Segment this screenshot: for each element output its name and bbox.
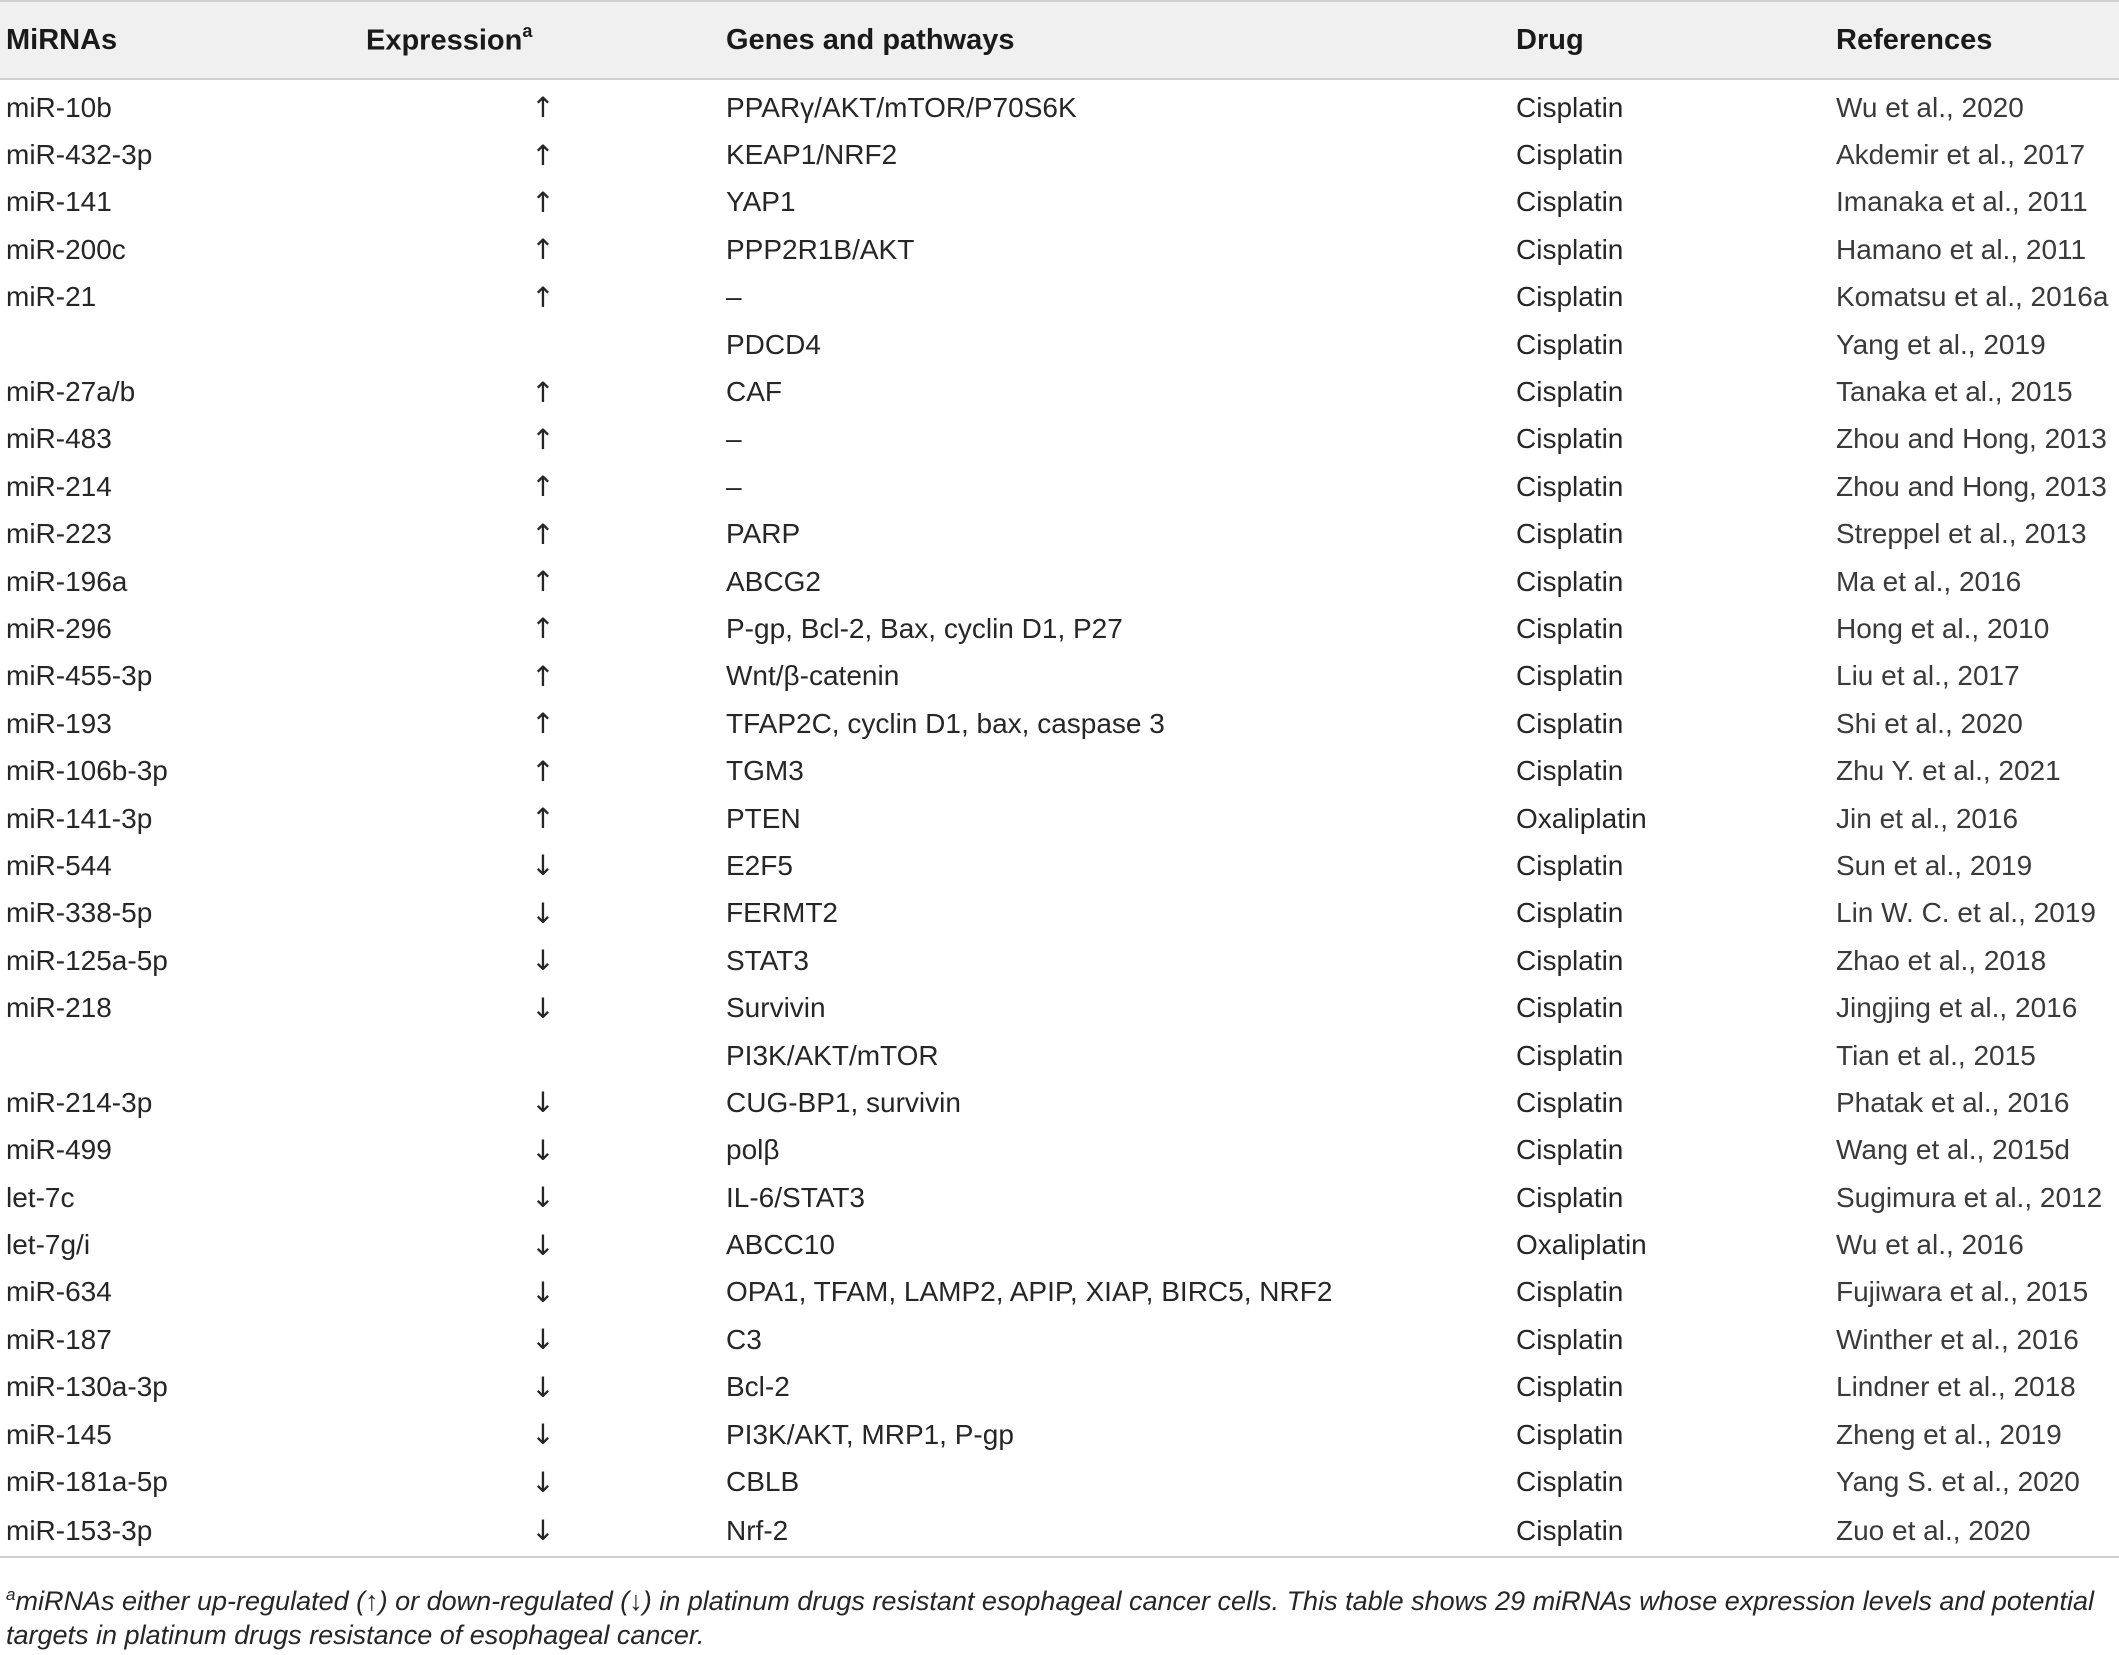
cell-genes-pathways: E2F5 (726, 849, 793, 881)
cell-reference: Jin et al., 2016 (1836, 802, 2019, 834)
cell-expression: ↓ (531, 991, 555, 1025)
cell-expression: ↓ (531, 1275, 555, 1309)
cell-expression: ↑ (531, 422, 555, 456)
table-row (0, 842, 2119, 889)
cell-reference: Komatsu et al., 2016a (1836, 281, 2109, 313)
cell-mirna: miR-214 (6, 470, 112, 502)
cell-genes-pathways: Bcl-2 (726, 1371, 790, 1403)
cell-drug: Cisplatin (1516, 849, 1624, 881)
cell-reference: Tanaka et al., 2015 (1836, 376, 2073, 408)
table-row (0, 368, 2119, 415)
cell-reference: Lindner et al., 2018 (1836, 1371, 2076, 1403)
cell-reference: Hong et al., 2010 (1836, 612, 2050, 644)
cell-mirna: miR-218 (6, 992, 112, 1024)
cell-expression: ↑ (531, 802, 555, 836)
cell-drug: Cisplatin (1516, 91, 1624, 123)
cell-reference: Sugimura et al., 2012 (1836, 1181, 2103, 1213)
cell-mirna: miR-21 (6, 281, 97, 313)
cell-reference: Liu et al., 2017 (1836, 660, 2020, 692)
cell-mirna: miR-153-3p (0, 1506, 366, 1557)
cell-drug: Cisplatin (1516, 1506, 1836, 1557)
cell-expression: ↑ (531, 565, 555, 599)
cell-reference: Shi et al., 2020 (1836, 707, 2023, 739)
cell-reference: Wu et al., 2016 (1836, 1229, 2024, 1261)
cell-expression (366, 321, 726, 368)
cell-mirna: miR-455-3p (6, 660, 153, 692)
cell-genes-pathways: CAF (726, 376, 782, 408)
cell-reference: Winther et al., 2016 (1836, 1323, 2079, 1355)
cell-drug: Cisplatin (1516, 992, 1624, 1024)
cell-reference: Yang et al., 2019 (1836, 328, 2046, 360)
cell-genes-pathways: KEAP1/NRF2 (726, 139, 898, 171)
cell-expression: ↑ (531, 375, 555, 409)
cell-expression (366, 1032, 726, 1079)
table-row (0, 558, 2119, 605)
cell-expression: ↑ (531, 470, 555, 504)
cell-mirna: miR-181a-5p (6, 1466, 168, 1498)
cell-mirna: miR-432-3p (6, 139, 153, 171)
table-row (0, 1079, 2119, 1126)
cell-mirna: miR-106b-3p (6, 755, 168, 787)
cell-genes-pathways: ABCG2 (726, 565, 821, 597)
header-mirnas: MiRNAs (0, 1, 366, 79)
cell-mirna: miR-10b (6, 91, 112, 123)
cell-mirna: miR-634 (6, 1276, 112, 1308)
header-references: References (1836, 1, 2119, 79)
cell-mirna: miR-193 (6, 707, 112, 739)
cell-mirna: miR-214-3p (6, 1086, 153, 1118)
table-row (0, 747, 2119, 794)
cell-drug: Cisplatin (1516, 1086, 1624, 1118)
cell-drug: Oxaliplatin (1516, 1229, 1647, 1261)
cell-genes-pathways: CBLB (726, 1466, 800, 1498)
cell-genes-pathways: polβ (726, 1134, 780, 1166)
cell-drug: Cisplatin (1516, 1039, 1624, 1071)
cell-reference: Hamano et al., 2011 (1836, 233, 2087, 265)
cell-genes-pathways: OPA1, TFAM, LAMP2, APIP, XIAP, BIRC5, NRF2 (726, 1276, 1333, 1308)
cell-mirna: miR-130a-3p (6, 1371, 168, 1403)
table-row (0, 1174, 2119, 1221)
table-row (0, 79, 2119, 131)
cell-drug: Cisplatin (1516, 660, 1624, 692)
cell-drug: Oxaliplatin (1516, 802, 1647, 834)
cell-genes-pathways: Survivin (726, 992, 826, 1024)
cell-reference: Phatak et al., 2016 (1836, 1086, 2070, 1118)
cell-expression: ↓ (531, 1370, 555, 1404)
cell-reference: Zhao et al., 2018 (1836, 944, 2047, 976)
cell-mirna: miR-483 (6, 423, 112, 455)
table-row (0, 1316, 2119, 1363)
cell-drug: Cisplatin (1516, 328, 1624, 360)
cell-mirna (0, 1032, 366, 1079)
cell-expression: ↑ (531, 754, 555, 788)
cell-expression: ↓ (531, 849, 555, 883)
cell-genes-pathways: PPARγ/AKT/mTOR/P70S6K (726, 91, 1077, 123)
table-row (0, 131, 2119, 178)
cell-genes-pathways: PDCD4 (726, 328, 821, 360)
cell-drug: Cisplatin (1516, 1134, 1624, 1166)
cell-reference: Ma et al., 2016 (1836, 565, 2022, 597)
cell-expression: ↓ (531, 1418, 555, 1452)
cell-reference: Fujiwara et al., 2015 (1836, 1276, 2089, 1308)
cell-expression: ↑ (531, 707, 555, 741)
cell-genes-pathways: PTEN (726, 802, 801, 834)
cell-expression: ↑ (531, 138, 555, 172)
table-row (0, 463, 2119, 510)
cell-mirna: miR-141 (6, 186, 112, 218)
table-row (0, 511, 2119, 558)
cell-expression: ↓ (531, 1133, 555, 1167)
cell-mirna: miR-196a (6, 565, 128, 597)
cell-genes-pathways: YAP1 (726, 186, 796, 218)
table-row (0, 890, 2119, 937)
cell-drug: Cisplatin (1516, 470, 1624, 502)
cell-mirna: miR-296 (6, 612, 112, 644)
cell-reference: Zheng et al., 2019 (1836, 1418, 2062, 1450)
cell-mirna: miR-125a-5p (6, 944, 168, 976)
cell-genes-pathways: FERMT2 (726, 897, 838, 929)
table-row (0, 1269, 2119, 1316)
cell-reference: Streppel et al., 2013 (1836, 518, 2087, 550)
cell-drug: Cisplatin (1516, 565, 1624, 597)
cell-drug: Cisplatin (1516, 1181, 1624, 1213)
table-row (0, 700, 2119, 747)
table-row (0, 226, 2119, 273)
table-row (0, 1127, 2119, 1174)
cell-drug: Cisplatin (1516, 1418, 1624, 1450)
table-row (0, 1364, 2119, 1411)
table-row (0, 1032, 2119, 1079)
cell-mirna: let-7c (6, 1181, 75, 1213)
cell-genes-pathways: Wnt/β-catenin (726, 660, 900, 692)
table-header (0, 1, 2119, 79)
cell-reference: Wu et al., 2020 (1836, 91, 2024, 123)
cell-drug: Cisplatin (1516, 755, 1624, 787)
cell-genes-pathways: – (726, 281, 742, 313)
table-row (0, 984, 2119, 1031)
cell-expression: ↑ (531, 91, 555, 125)
header-genes-pathways: Genes and pathways (726, 1, 1516, 79)
cell-genes-pathways: C3 (726, 1323, 762, 1355)
cell-reference: Yang S. et al., 2020 (1836, 1466, 2080, 1498)
cell-expression: ↓ (531, 1228, 555, 1262)
table-row (0, 274, 2119, 321)
cell-drug: Cisplatin (1516, 707, 1624, 739)
header-expression-footnote-marker: a (522, 20, 533, 41)
cell-reference: Tian et al., 2015 (1836, 1039, 2036, 1071)
table-row (0, 1221, 2119, 1268)
cell-reference: Lin W. C. et al., 2019 (1836, 897, 2096, 929)
cell-mirna: miR-27a/b (6, 376, 136, 408)
header-row (0, 1, 2119, 79)
cell-drug: Cisplatin (1516, 423, 1624, 455)
cell-expression: ↑ (531, 185, 555, 219)
cell-genes-pathways: STAT3 (726, 944, 809, 976)
cell-drug: Cisplatin (1516, 1371, 1624, 1403)
cell-drug: Cisplatin (1516, 612, 1624, 644)
cell-genes-pathways: Nrf-2 (726, 1506, 1516, 1557)
cell-genes-pathways: PI3K/AKT/mTOR (726, 1039, 939, 1071)
cell-genes-pathways: PI3K/AKT, MRP1, P-gp (726, 1418, 1014, 1450)
cell-genes-pathways: CUG-BP1, survivin (726, 1086, 961, 1118)
footnote-text: miRNAs either up-regulated (↑) or down-regulated (↓) in platinum drugs resistant esophageal cancer cells. This table shows 29 miRNAs whose expression levels and potential targets in platinum drugs resistance of esophageal cancer. (6, 1586, 2094, 1650)
cell-mirna: let-7g/i (6, 1229, 91, 1261)
cell-genes-pathways: PARP (726, 518, 801, 550)
cell-expression: ↓ (531, 944, 555, 978)
cell-expression: ↑ (531, 233, 555, 267)
cell-drug: Cisplatin (1516, 376, 1624, 408)
cell-expression: ↓ (531, 1323, 555, 1357)
cell-drug: Cisplatin (1516, 518, 1624, 550)
table-row (0, 1506, 2119, 1557)
cell-expression: ↑ (531, 280, 555, 314)
table-row (0, 653, 2119, 700)
cell-expression: ↑ (531, 517, 555, 551)
cell-reference: Akdemir et al., 2017 (1836, 139, 2086, 171)
table-row (0, 605, 2119, 652)
cell-expression: ↓ (531, 896, 555, 930)
cell-reference: Sun et al., 2019 (1836, 849, 2033, 881)
table-row (0, 416, 2119, 463)
cell-expression: ↑ (531, 659, 555, 693)
cell-expression: ↓ (531, 1086, 555, 1120)
table-row (0, 937, 2119, 984)
cell-mirna: miR-499 (6, 1134, 112, 1166)
cell-expression: ↓ (531, 1465, 555, 1499)
cell-drug: Cisplatin (1516, 1323, 1624, 1355)
cell-mirna: miR-200c (6, 233, 126, 265)
table-body (0, 79, 2119, 1557)
table-footnote (6, 1578, 2111, 1652)
table-row (0, 1411, 2119, 1458)
cell-mirna: miR-544 (6, 849, 112, 881)
table-row (0, 1458, 2119, 1505)
cell-reference: Zhu Y. et al., 2021 (1836, 755, 2061, 787)
cell-drug: Cisplatin (1516, 281, 1624, 313)
cell-drug: Cisplatin (1516, 186, 1624, 218)
cell-reference: Zhou and Hong, 2013 (1836, 423, 2107, 455)
cell-mirna (0, 321, 366, 368)
cell-genes-pathways: TGM3 (726, 755, 804, 787)
cell-reference: Imanaka et al., 2011 (1836, 186, 2088, 218)
cell-drug: Cisplatin (1516, 897, 1624, 929)
header-expression: Expression$^a$ (366, 1, 726, 79)
cell-genes-pathways: IL-6/STAT3 (726, 1181, 866, 1213)
cell-drug: Cisplatin (1516, 139, 1624, 171)
cell-genes-pathways: – (726, 470, 742, 502)
cell-reference: Wang et al., 2015d (1836, 1134, 2071, 1166)
table-row (0, 795, 2119, 842)
cell-drug: Cisplatin (1516, 233, 1624, 265)
cell-drug: Cisplatin (1516, 1466, 1624, 1498)
cell-mirna: miR-187 (6, 1323, 112, 1355)
cell-genes-pathways: TFAP2C, cyclin D1, bax, caspase 3 (726, 707, 1165, 739)
cell-mirna: miR-338-5p (6, 897, 153, 929)
cell-mirna: miR-141-3p (6, 802, 153, 834)
cell-genes-pathways: PPP2R1B/AKT (726, 233, 915, 265)
cell-genes-pathways: – (726, 423, 742, 455)
cell-mirna: miR-145 (6, 1418, 112, 1450)
cell-drug: Cisplatin (1516, 944, 1624, 976)
cell-drug: Cisplatin (1516, 1276, 1624, 1308)
header-drug: Drug (1516, 1, 1836, 79)
table-row (0, 179, 2119, 226)
cell-expression: ↓ (366, 1506, 726, 1557)
cell-genes-pathways: P-gp, Bcl-2, Bax, cyclin D1, P27 (726, 612, 1123, 644)
cell-reference: Zhou and Hong, 2013 (1836, 470, 2107, 502)
cell-genes-pathways: ABCC10 (726, 1229, 835, 1261)
cell-mirna: miR-223 (6, 518, 112, 550)
cell-reference: Zuo et al., 2020 (1836, 1506, 2119, 1557)
cell-expression: ↓ (531, 1181, 555, 1215)
table-row (0, 321, 2119, 368)
cell-reference: Jingjing et al., 2016 (1836, 992, 2078, 1024)
cell-expression: ↑ (531, 612, 555, 646)
footnote-marker: a (6, 1585, 16, 1604)
